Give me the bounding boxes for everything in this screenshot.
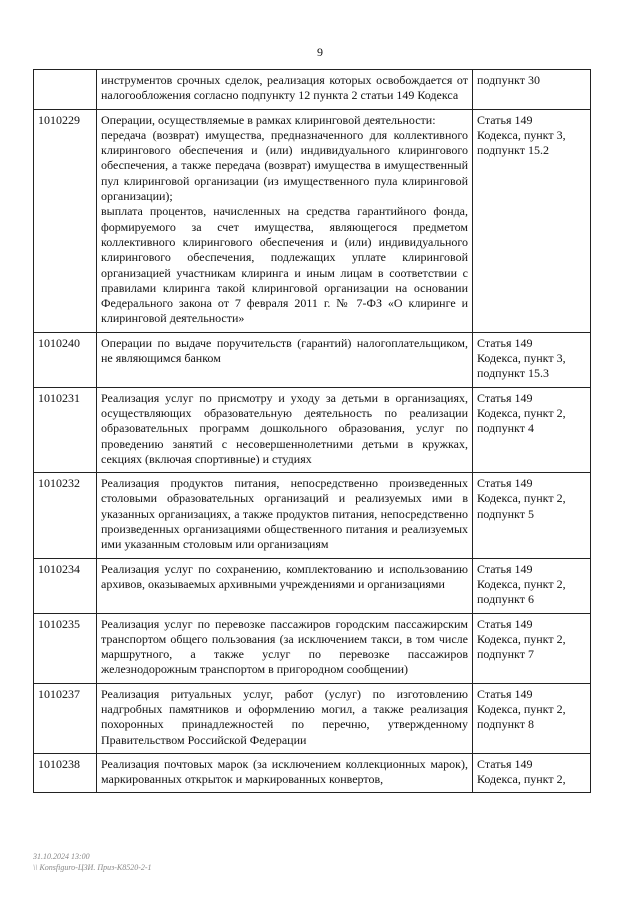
reference-line: Кодекса, пункт 2, [477,772,566,787]
description-paragraph: Реализация услуг по присмотру и уходу за детьми в организациях, осуществляющих образовательную деятельность по реализации образовательных программ дошкольного образования, услуг по проведению занятий с несовершеннолетними детьми в кружках, секциях (включая спортивные) и студиях [101,390,468,466]
operation-code [34,70,97,110]
operation-description [97,70,473,110]
reference-line: Статья 149 [477,756,533,771]
reference-line: Кодекса, пункт 2, [477,701,566,716]
table-row [34,683,591,753]
description-paragraph: инструментов срочных сделок, реализация которых освобождается от налогообложения согласно подпункту 12 пункта 2 статьи 149 Кодекса [101,73,468,103]
description-paragraph: Операции, осуществляемые в рамках клиринговой деятельности: [101,112,436,127]
code-reference [473,70,591,110]
reference-line: подпункт 15.3 [477,366,549,381]
code-reference [473,753,591,793]
operation-code: 1010232 [34,473,97,558]
operation-code: 1010235 [34,613,97,683]
operation-code: 1010231 [34,387,97,472]
reference-line: Кодекса, пункт 3, [477,127,566,142]
table-row [34,753,591,793]
operation-code: 1010229 [34,109,97,332]
operation-description [97,558,473,613]
operation-description [97,753,473,793]
reference-line: подпункт 7 [477,647,534,662]
reference-line: Статья 149 [477,476,533,491]
operation-description [97,109,473,332]
table-row [34,613,591,683]
operation-description [97,332,473,387]
reference-line: Кодекса, пункт 2, [477,631,566,646]
reference-line: Кодекса, пункт 2, [477,576,566,591]
table-row [34,332,591,387]
reference-line: подпункт 6 [477,592,534,607]
table-row [34,387,591,472]
reference-line: Кодекса, пункт 2, [477,491,566,506]
operation-code: 1010238 [34,753,97,793]
description-paragraph: Реализация услуг по сохранению, комплектованию и использованию архивов, оказываемых архивными учреждениями и организациями [101,561,468,591]
reference-line: подпункт 4 [477,421,534,436]
description-paragraph: Реализация продуктов питания, непосредственно произведенных столовыми образовательных организаций и реализуемых ими в указанных организациях, а также продуктов питания, непосредственно произведенных организациями общественного питания и реализуемых ими указанным столовым или организациям [101,476,468,552]
footer-file-path: \\ Konsfiguro-ЦЗИ. Приз-К8520-2-1 [33,863,152,872]
reference-line: Статья 149 [477,390,533,405]
description-paragraph: Реализация почтовых марок (за исключением коллекционных марок), маркированных открыток и маркированных конвертов, [101,756,468,787]
reference-line: подпункт 30 [477,73,540,87]
page-number: 9 [317,45,323,59]
operation-code: 1010240 [34,332,97,387]
code-reference [473,473,591,558]
code-reference [473,613,591,683]
table-row [34,109,591,332]
description-paragraph: выплата процентов, начисленных на средства гарантийного фонда, формируемого за счет имущества, являющегося предметом коллективного клирингового обеспечения и (или) индивидуального клирингового обеспечения, подлежащих уплате клиринговой организацией участникам клиринга и иным лицам в соответствии с правилами клиринга такой клиринговой организации на основании Федерального закона от 7 февраля 2011 г. № 7-ФЗ «О клиринге и клиринговой деятельности» [101,204,468,326]
table-row [34,473,591,558]
code-reference [473,683,591,753]
operation-description [97,387,473,472]
operation-code: 1010237 [34,683,97,753]
footer-timestamp: 31.10.2024 13:00 [33,852,90,861]
tax-code-table [33,69,591,793]
table-row [34,70,591,110]
operation-description [97,473,473,558]
code-reference [473,109,591,332]
reference-line: Статья 149 [477,112,533,127]
operation-code: 1010234 [34,558,97,613]
reference-line: Статья 149 [477,686,533,701]
reference-line: подпункт 15.2 [477,143,549,158]
reference-line: Статья 149 [477,561,533,576]
table-body [34,70,591,793]
description-paragraph: Реализация ритуальных услуг, работ (услуг) по изготовлению надгробных памятников и оформлению могил, а также реализация похоронных принадлежностей по перечню, утвержденному Правительством Российской Федерации [101,686,468,747]
description-paragraph: Реализация услуг по перевозке пассажиров городским пассажирским транспортом общего пользования (за исключением такси, в том числе маршрутного, а также услуг по перевозке пассажиров железнодорожным транспортом в пригородном сообщении) [101,616,468,677]
description-paragraph: Операции по выдаче поручительств (гарантий) налогоплательщиком, не являющимся банком [101,335,468,366]
code-reference [473,558,591,613]
reference-line: Статья 149 [477,335,533,350]
code-reference [473,332,591,387]
print-footer [33,851,152,873]
operation-description [97,683,473,753]
table-row [34,558,591,613]
reference-line: Кодекса, пункт 3, [477,351,566,366]
reference-line: Статья 149 [477,616,533,631]
description-paragraph: передача (возврат) имущества, предназначенного для коллективного клирингового обеспечения и (или) индивидуального клирингового обеспечения, а также передача (возврат) имущества в имущественный пул клиринговой организации (из имущественного пула клиринговой организации); [101,127,468,204]
reference-line: Кодекса, пункт 2, [477,405,566,420]
reference-line: подпункт 5 [477,506,534,521]
reference-line: подпункт 8 [477,717,534,732]
operation-description [97,613,473,683]
code-reference [473,387,591,472]
